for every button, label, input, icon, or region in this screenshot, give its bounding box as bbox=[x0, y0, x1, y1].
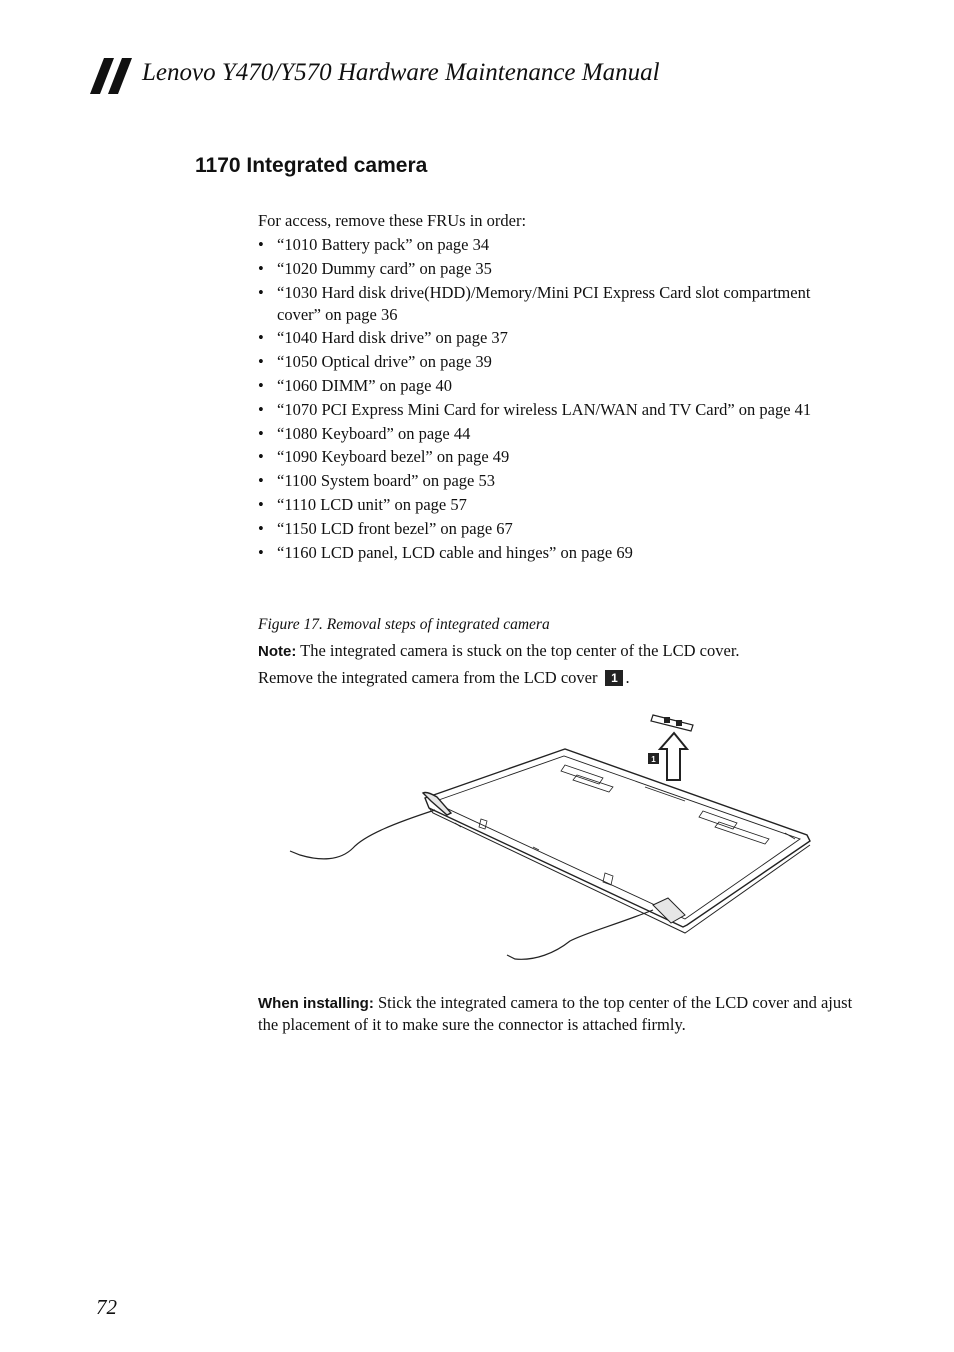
fru-list-item: • “1080 Keyboard” on page 44 bbox=[258, 423, 858, 445]
note bbox=[258, 641, 740, 661]
section-title: 1170 Integrated camera bbox=[195, 154, 428, 177]
camera-module-icon bbox=[651, 715, 693, 731]
installing-label: When installing: bbox=[258, 995, 374, 1012]
remove-text: Remove the integrated camera from the LCD cover bbox=[258, 668, 598, 687]
fru-list-item: • “1160 LCD panel, LCD cable and hinges” on page 69 bbox=[258, 542, 858, 564]
installing-text: Stick the integrated camera to the top center of the LCD cover and ajust the placement of it to make sure the connector is attached firmly. bbox=[258, 993, 853, 1034]
installing-note bbox=[258, 992, 858, 1035]
fru-list-item: • “1110 LCD unit” on page 57 bbox=[258, 494, 858, 516]
note-label: Note: bbox=[258, 643, 297, 660]
remove-instruction bbox=[258, 668, 630, 688]
fru-list bbox=[258, 234, 858, 564]
figure-caption: Figure 17. Removal steps of integrated camera bbox=[258, 616, 550, 633]
fru-list-item: • “1070 PCI Express Mini Card for wireless LAN/WAN and TV Card” on page 41 bbox=[258, 399, 858, 421]
lcd-cover-camera-illustration bbox=[285, 705, 820, 970]
callout-number: 1 bbox=[651, 755, 656, 764]
manual-title: Lenovo Y470/Y570 Hardware Maintenance Manual bbox=[142, 59, 660, 86]
removal-arrow-icon bbox=[660, 733, 687, 780]
remove-end: . bbox=[625, 668, 630, 687]
fru-list-item: • “1100 System board” on page 53 bbox=[258, 470, 858, 492]
fru-list-item: • “1020 Dummy card” on page 35 bbox=[258, 258, 858, 280]
fru-intro: For access, remove these FRUs in order: bbox=[258, 211, 527, 230]
fru-list-item: • “1050 Optical drive” on page 39 bbox=[258, 351, 858, 373]
lcd-cover-drawing bbox=[423, 749, 810, 933]
fru-list-item: • “1060 DIMM” on page 40 bbox=[258, 375, 858, 397]
page-number: 72 bbox=[96, 1295, 117, 1319]
fru-list-item: • “1150 LCD front bezel” on page 67 bbox=[258, 518, 858, 540]
step-badge: 1 bbox=[605, 670, 623, 686]
fru-list-item: • “1030 Hard disk drive(HDD)/Memory/Mini PCI Express Card slot compartment cover” on page 36 bbox=[258, 282, 858, 326]
note-text: The integrated camera is stuck on the top center of the LCD cover. bbox=[296, 641, 740, 660]
page-header bbox=[90, 56, 790, 96]
manual-slash-logo-icon bbox=[90, 58, 136, 94]
fru-list-item: • “1090 Keyboard bezel” on page 49 bbox=[258, 446, 858, 468]
fru-list-item: • “1040 Hard disk drive” on page 37 bbox=[258, 327, 858, 349]
fru-list-item: • “1010 Battery pack” on page 34 bbox=[258, 234, 858, 256]
fru-access-block bbox=[258, 210, 858, 565]
